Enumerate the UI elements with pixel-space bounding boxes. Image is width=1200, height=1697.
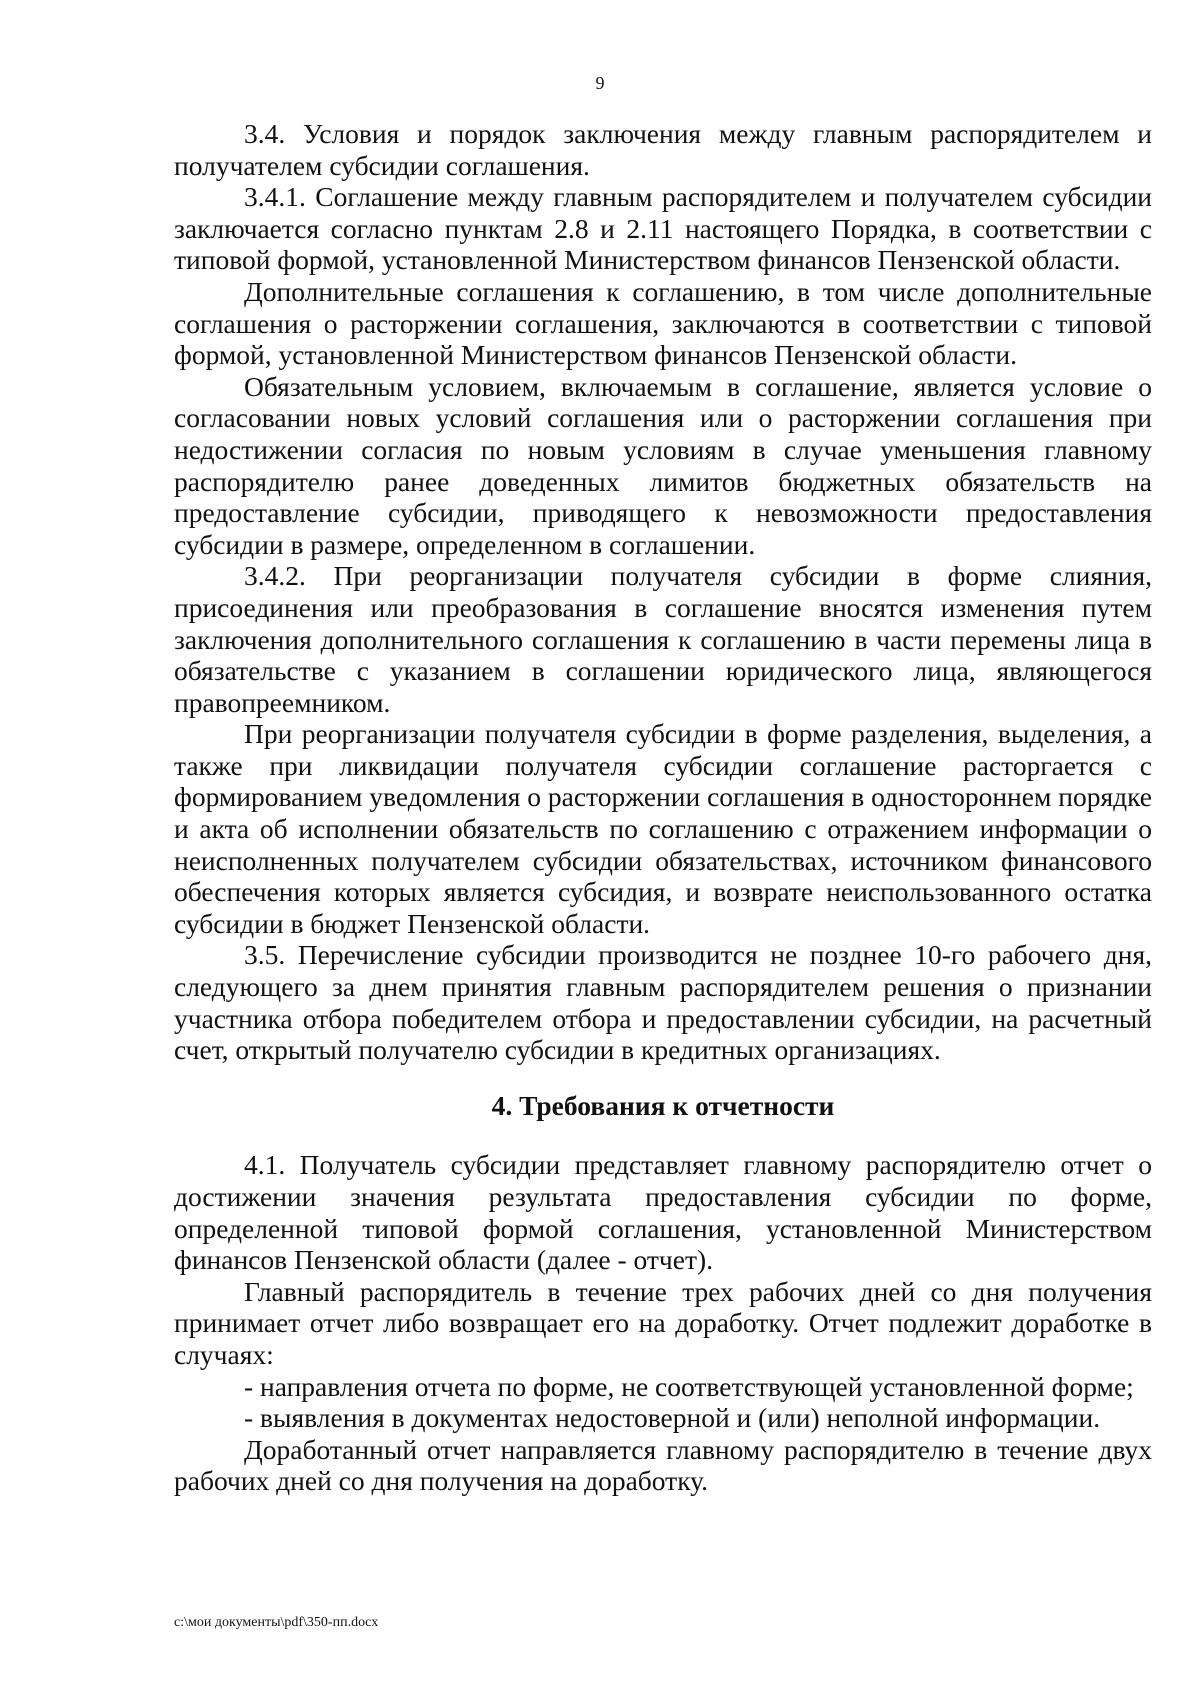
paragraph-report-review: Главный распорядитель в течение трех рабочих дней со дня получения принимает отчет либо возвращает его на доработку. Отчет подлежит доработке в случаях: xyxy=(174,1275,1152,1370)
paragraph-revised-report: Доработанный отчет направляется главному распорядителю в течение двух рабочих дней со дня получения на доработку. xyxy=(174,1433,1152,1497)
list-item-unreliable-info: - выявления в документах недостоверной и (или) неполной информации. xyxy=(244,1402,1101,1434)
paragraph-3-4-1: 3.4.1. Соглашение между главным распорядителем и получателем субсидии заключается согласно пунктам 2.8 и 2.11 настоящего Порядка, в соответствии с типовой формой, установленной Министерством финансов Пензенской области. xyxy=(174,181,1152,276)
list-item-wrong-form: - направления отчета по форме, не соответствующей установленной форме; xyxy=(244,1370,1134,1402)
paragraph-additional-agreements: Дополнительные соглашения к соглашению, в том числе дополнительные соглашения о расторжении соглашения, заключаются в соответствии с типовой формой, установленной Министерством финансов Пензенской области. xyxy=(174,275,1152,371)
document-body xyxy=(174,118,1152,1497)
page-number: 9 xyxy=(595,73,605,93)
paragraph-mandatory-condition: Обязательным условием, включаемым в соглашение, является условие о согласовании новых условий соглашения или о расторжении соглашения при недостижении согласия по новым условиям в случае уменьшения главному распорядителю ранее доведенных лимитов бюджетных обязательств на предоставление субсидии, приводящего к невозможности предоставления субсидии в размере, определенном в соглашении. xyxy=(174,370,1152,560)
paragraph-3-5: 3.5. Перечисление субсидии производится не позднее 10-го рабочего дня, следующего за днем принятия главным распорядителем решения о признании участника отбора победителем отбора и предоставлении субсидии, на расчетный счет, открытый получателю субсидии в кредитных организациях. xyxy=(174,939,1152,1066)
paragraph-4-1: 4.1. Получатель субсидии представляет главному распорядителю отчет о достижении значения результата предоставления субсидии по форме, определенной типовой формой соглашения, установленной Министерством финансов Пензенской области (далее - отчет). xyxy=(174,1149,1152,1276)
paragraph-3-4: 3.4. Условия и порядок заключения между главным распорядителем и получателем субсидии соглашения. xyxy=(174,118,1152,181)
paragraph-3-4-2: 3.4.2. При реорганизации получателя субсидии в форме слияния, присоединения или преобразования в соглашение вносятся изменения путем заключения дополнительного соглашения к соглашению в части перемены лица в обязательстве с указанием в соглашении юридического лица, являющегося правопреемником. xyxy=(174,560,1152,718)
section-heading: 4. Требования к отчетности xyxy=(491,1089,835,1121)
paragraph-reorganization-termination: При реорганизации получателя субсидии в форме разделения, выделения, а также при ликвидации получателя субсидии соглашение расторгается с формированием уведомления о расторжении соглашения в одностороннем порядке и акта об исполнении обязательств по соглашению с отражением информации о неисполненных получателем субсидии обязательствах, источником финансового обеспечения которых является субсидия, и возврате неиспользованного остатка субсидии в бюджет Пензенской области. xyxy=(174,718,1152,939)
footer-file-path: c:\мои документы\pdf\350-пп.docx xyxy=(174,1615,379,1630)
